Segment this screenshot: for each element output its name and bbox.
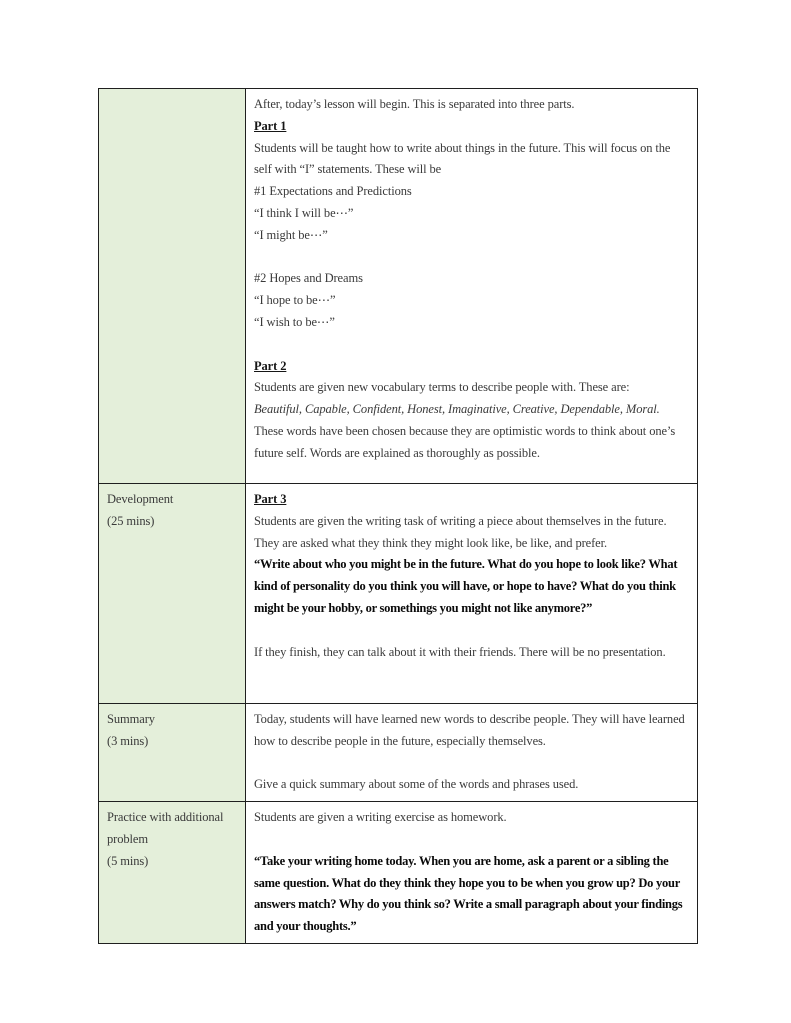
paragraph-italic: Beautiful, Capable, Confident, Honest, Imaginative, Creative, Dependable, Moral.: [254, 402, 660, 417]
stage-label: (5 mins): [107, 853, 149, 868]
paragraph-blank: [254, 753, 688, 775]
paragraph-heading: Part 2: [254, 358, 287, 373]
paragraph-normal: Students are given the writing task of writing a piece about themselves in the future. They are asked what they think they might look like, be like, and prefer.: [254, 513, 667, 550]
stage-label: Practice with additional problem: [107, 810, 224, 846]
table-row: [99, 484, 698, 704]
paragraph-normal: Give a quick summary about some of the words and phrases used.: [254, 777, 579, 792]
table-row: [99, 704, 698, 802]
stage-label: (3 mins): [107, 733, 149, 748]
paragraph-normal: Students are given a writing exercise as homework.: [254, 810, 507, 825]
stage-content-cell: [246, 484, 698, 704]
paragraph-normal: “I think I will be⋯”: [254, 205, 354, 220]
paragraph-blank: [254, 247, 688, 269]
paragraph-quote: “Take your writing home today. When you are home, ask a parent or a sibling the same question. What do they think they hope you to be when you grow up? Do your answers match? Why do you think so? Write a small paragraph about your findings and your thoughts.”: [254, 853, 683, 934]
paragraph-normal: “I hope to be⋯”: [254, 293, 336, 308]
paragraph-heading: Part 3: [254, 492, 287, 506]
stage-label-cell: [99, 89, 246, 484]
stage-label-cell: [99, 704, 246, 802]
paragraph-blank: [254, 334, 688, 356]
stage-label: (25 mins): [107, 513, 155, 528]
paragraph-normal: Students will be taught how to write about things in the future. This will focus on the self with “I” statements. These will be: [254, 140, 671, 177]
stage-content-cell: [246, 704, 698, 802]
paragraph-normal: After, today’s lesson will begin. This is separated into three parts.: [254, 97, 575, 111]
paragraph-normal: Today, students will have learned new words to describe people. They will have learned how to describe people in the future, especially themselves.: [254, 712, 685, 748]
lesson-rows: [99, 89, 698, 944]
paragraph-blank: [254, 620, 688, 642]
paragraph-normal: #2 Hopes and Dreams: [254, 271, 363, 286]
paragraph-blank: [254, 829, 688, 851]
stage-label: Summary: [107, 712, 155, 726]
paragraph-normal: Students are given new vocabulary terms to describe people with. These are:: [254, 380, 630, 395]
lesson-plan-table: [98, 88, 698, 944]
stage-content-cell: [246, 89, 698, 484]
paragraph-normal: “I wish to be⋯”: [254, 314, 335, 329]
table-row: [99, 89, 698, 484]
paragraph-normal: “I might be⋯”: [254, 227, 328, 242]
stage-label-cell: [99, 802, 246, 944]
paragraph-heading: Part 1: [254, 118, 287, 133]
paragraph-normal: #1 Expectations and Predictions: [254, 184, 412, 199]
paragraph-normal: If they finish, they can talk about it with their friends. There will be no presentation.: [254, 644, 666, 659]
stage-label: Development: [107, 492, 174, 506]
paragraph-quote: “Write about who you might be in the future. What do you hope to look like? What kind of personality do you think you will have, or hope to have? What do you think might be your hobby, or somethings you might not like anymore?”: [254, 557, 678, 615]
stage-content-cell: [246, 802, 698, 944]
paragraph-normal: These words have been chosen because they are optimistic words to think about one’s future self. Words are explained as thoroughly as possible.: [254, 423, 676, 460]
stage-label-cell: [99, 484, 246, 704]
table-row: [99, 802, 698, 944]
